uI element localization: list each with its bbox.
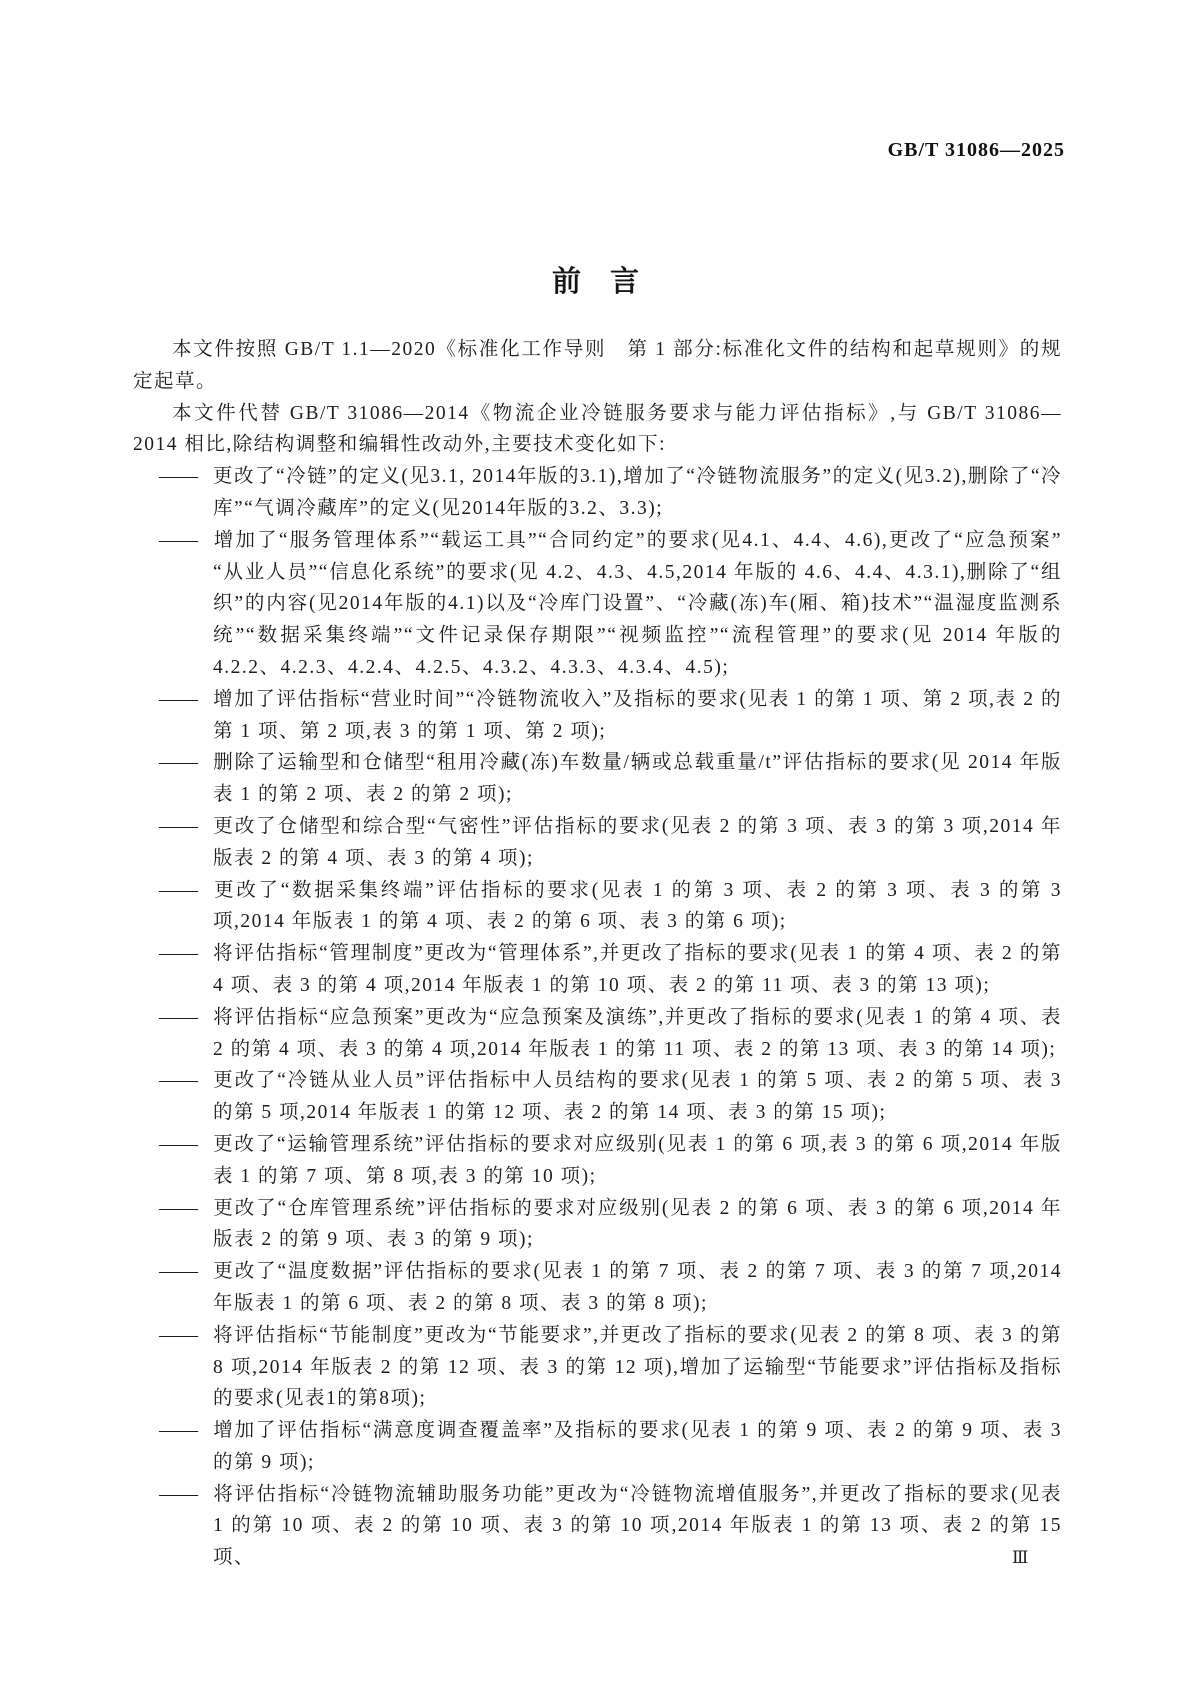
item-text: 更改了“数据采集终端”评估指标的要求(见表 1 的第 3 项、表 2 的第 3 项、表 3 的第 3 项,2014 年版表 1 的第 4 项、表 2 的第 6 项、表 3 的第 6 项); bbox=[213, 879, 1062, 933]
item-dash: —— bbox=[159, 1070, 198, 1092]
item-text: 增加了评估指标“满意度调查覆盖率”及指标的要求(见表 1 的第 9 项、表 2 的第 9 项、表 3 的第 9 项); bbox=[213, 1420, 1062, 1473]
change-item bbox=[133, 1002, 1062, 1066]
change-item bbox=[133, 747, 1062, 811]
item-dash: —— bbox=[159, 815, 198, 837]
item-dash: —— bbox=[159, 529, 198, 551]
item-dash: —— bbox=[159, 1483, 198, 1505]
item-text: 将评估指标“节能制度”更改为“节能要求”,并更改了指标的要求(见表 2 的第 8 项、表 3 的第 8 项,2014 年版表 2 的第 12 项、表 3 的第 12 项),增加了运输型“节能要求”评估指标及指标的要求(见表1的第8项); bbox=[213, 1324, 1062, 1410]
item-dash: —— bbox=[159, 879, 198, 901]
item-text: 增加了评估指标“营业时间”“冷链物流收入”及指标的要求(见表 1 的第 1 项、第 2 项,表 2 的第 1 项、第 2 项,表 3 的第 1 项、第 2 项); bbox=[213, 688, 1062, 742]
standard-number: GB/T 31086—2025 bbox=[887, 139, 1065, 161]
item-text: 将评估指标“管理制度”更改为“管理体系”,并更改了指标的要求(见表 1 的第 4 项、表 2 的第 4 项、表 3 的第 4 项,2014 年版表 1 的第 10 项、表 2 的第 11 项、表 3 的第 13 项); bbox=[213, 943, 1062, 996]
foreword-paragraph: 本文件按照 GB/T 1.1—2020《标准化工作导则 第 1 部分:标准化文件的结构和起草规则》的规定起草。 bbox=[133, 339, 1062, 392]
item-text: 更改了“冷链”的定义(见3.1, 2014年版的3.1),增加了“冷链物流服务”的定义(见3.2),删除了“冷库”“气调冷藏库”的定义(见2014年版的3.2、3.3); bbox=[213, 466, 1062, 519]
item-dash: —— bbox=[159, 1420, 198, 1442]
page-number: Ⅲ bbox=[1012, 1548, 1029, 1567]
item-dash: —— bbox=[159, 752, 198, 774]
item-text: 更改了仓储型和综合型“气密性”评估指标的要求(见表 2 的第 3 项、表 3 的第 3 项,2014 年版表 2 的第 4 项、表 3 的第 4 项); bbox=[213, 815, 1062, 869]
item-text: 更改了“运输管理系统”评估指标的要求对应级别(见表 1 的第 6 项,表 3 的第 6 项,2014 年版表 1 的第 7 项、第 8 项,表 3 的第 10 项); bbox=[213, 1133, 1062, 1187]
change-item bbox=[133, 1065, 1062, 1129]
change-item bbox=[133, 461, 1062, 525]
change-item bbox=[133, 525, 1062, 684]
item-dash: —— bbox=[159, 1197, 198, 1219]
item-text: 更改了“温度数据”评估指标的要求(见表 1 的第 7 项、表 2 的第 7 项、表 3 的第 7 项,2014 年版表 1 的第 6 项、表 2 的第 8 项、表 3 的第 8 项); bbox=[213, 1261, 1062, 1314]
change-item bbox=[133, 811, 1062, 875]
item-text: 增加了“服务管理体系”“载运工具”“合同约定”的要求(见4.1、4.4、4.6),更改了“应急预案”“从业人员”“信息化系统”的要求(见 4.2、4.3、4.5,2014 年版的 4.6、4.4、4.3.1),删除了“组织”的内容(见2014年版的4.1)以及“冷库门设置”、“冷藏(冻)车(厢、箱)技术”“温湿度监测系统”“数据采集终端”“文件记录保存期限”“视频监控”“流程管理”的要求(见 2014 年版的4.2.2、4.2.3、4.2.4、4.2.5、4.3.2、4.3.3、4.3.4、4.5); bbox=[213, 529, 1062, 678]
item-dash: —— bbox=[159, 1133, 198, 1155]
change-item bbox=[133, 684, 1062, 748]
change-item bbox=[133, 875, 1062, 939]
page-title: 前 言 bbox=[551, 266, 639, 299]
item-dash: —— bbox=[159, 1261, 198, 1283]
change-item bbox=[133, 1129, 1062, 1193]
change-item bbox=[133, 1320, 1062, 1415]
item-text: 删除了运输型和仓储型“租用冷藏(冻)车数量/辆或总载重量/t”评估指标的要求(见 2014 年版表 1 的第 2 项、表 2 的第 2 项); bbox=[213, 752, 1062, 806]
item-text: 将评估指标“应急预案”更改为“应急预案及演练”,并更改了指标的要求(见表 1 的第 4 项、表 2 的第 4 项、表 3 的第 4 项,2014 年版表 1 的第 11 项、表 2 的第 13 项、表 3 的第 14 项); bbox=[213, 1006, 1062, 1060]
item-dash: —— bbox=[159, 466, 198, 488]
change-item bbox=[133, 1415, 1062, 1479]
item-text: 将评估指标“冷链物流辅助服务功能”更改为“冷链物流增值服务”,并更改了指标的要求(见表 1 的第 10 项、表 2 的第 10 项、表 3 的第 10 项,2014 年版表 1 的第 13 项、表 2 的第 15 项、 bbox=[213, 1483, 1062, 1569]
item-dash: —— bbox=[159, 1324, 198, 1346]
change-item bbox=[133, 1256, 1062, 1320]
change-item bbox=[133, 938, 1062, 1002]
change-item bbox=[133, 1193, 1062, 1257]
item-dash: —— bbox=[159, 688, 198, 710]
foreword-paragraph: 本文件代替 GB/T 31086—2014《物流企业冷链服务要求与能力评估指标》,与 GB/T 31086—2014 相比,除结构调整和编辑性改动外,主要技术变化如下: bbox=[133, 402, 1062, 456]
item-dash: —— bbox=[159, 943, 198, 965]
item-dash: —— bbox=[159, 1006, 198, 1028]
foreword-body bbox=[133, 334, 1062, 1574]
item-text: 更改了“仓库管理系统”评估指标的要求对应级别(见表 2 的第 6 项、表 3 的第 6 项,2014 年版表 2 的第 9 项、表 3 的第 9 项); bbox=[213, 1197, 1062, 1251]
change-item bbox=[133, 1479, 1062, 1574]
item-text: 更改了“冷链从业人员”评估指标中人员结构的要求(见表 1 的第 5 项、表 2 的第 5 项、表 3 的第 5 项,2014 年版表 1 的第 12 项、表 2 的第 14 项、表 3 的第 15 项); bbox=[213, 1070, 1062, 1124]
